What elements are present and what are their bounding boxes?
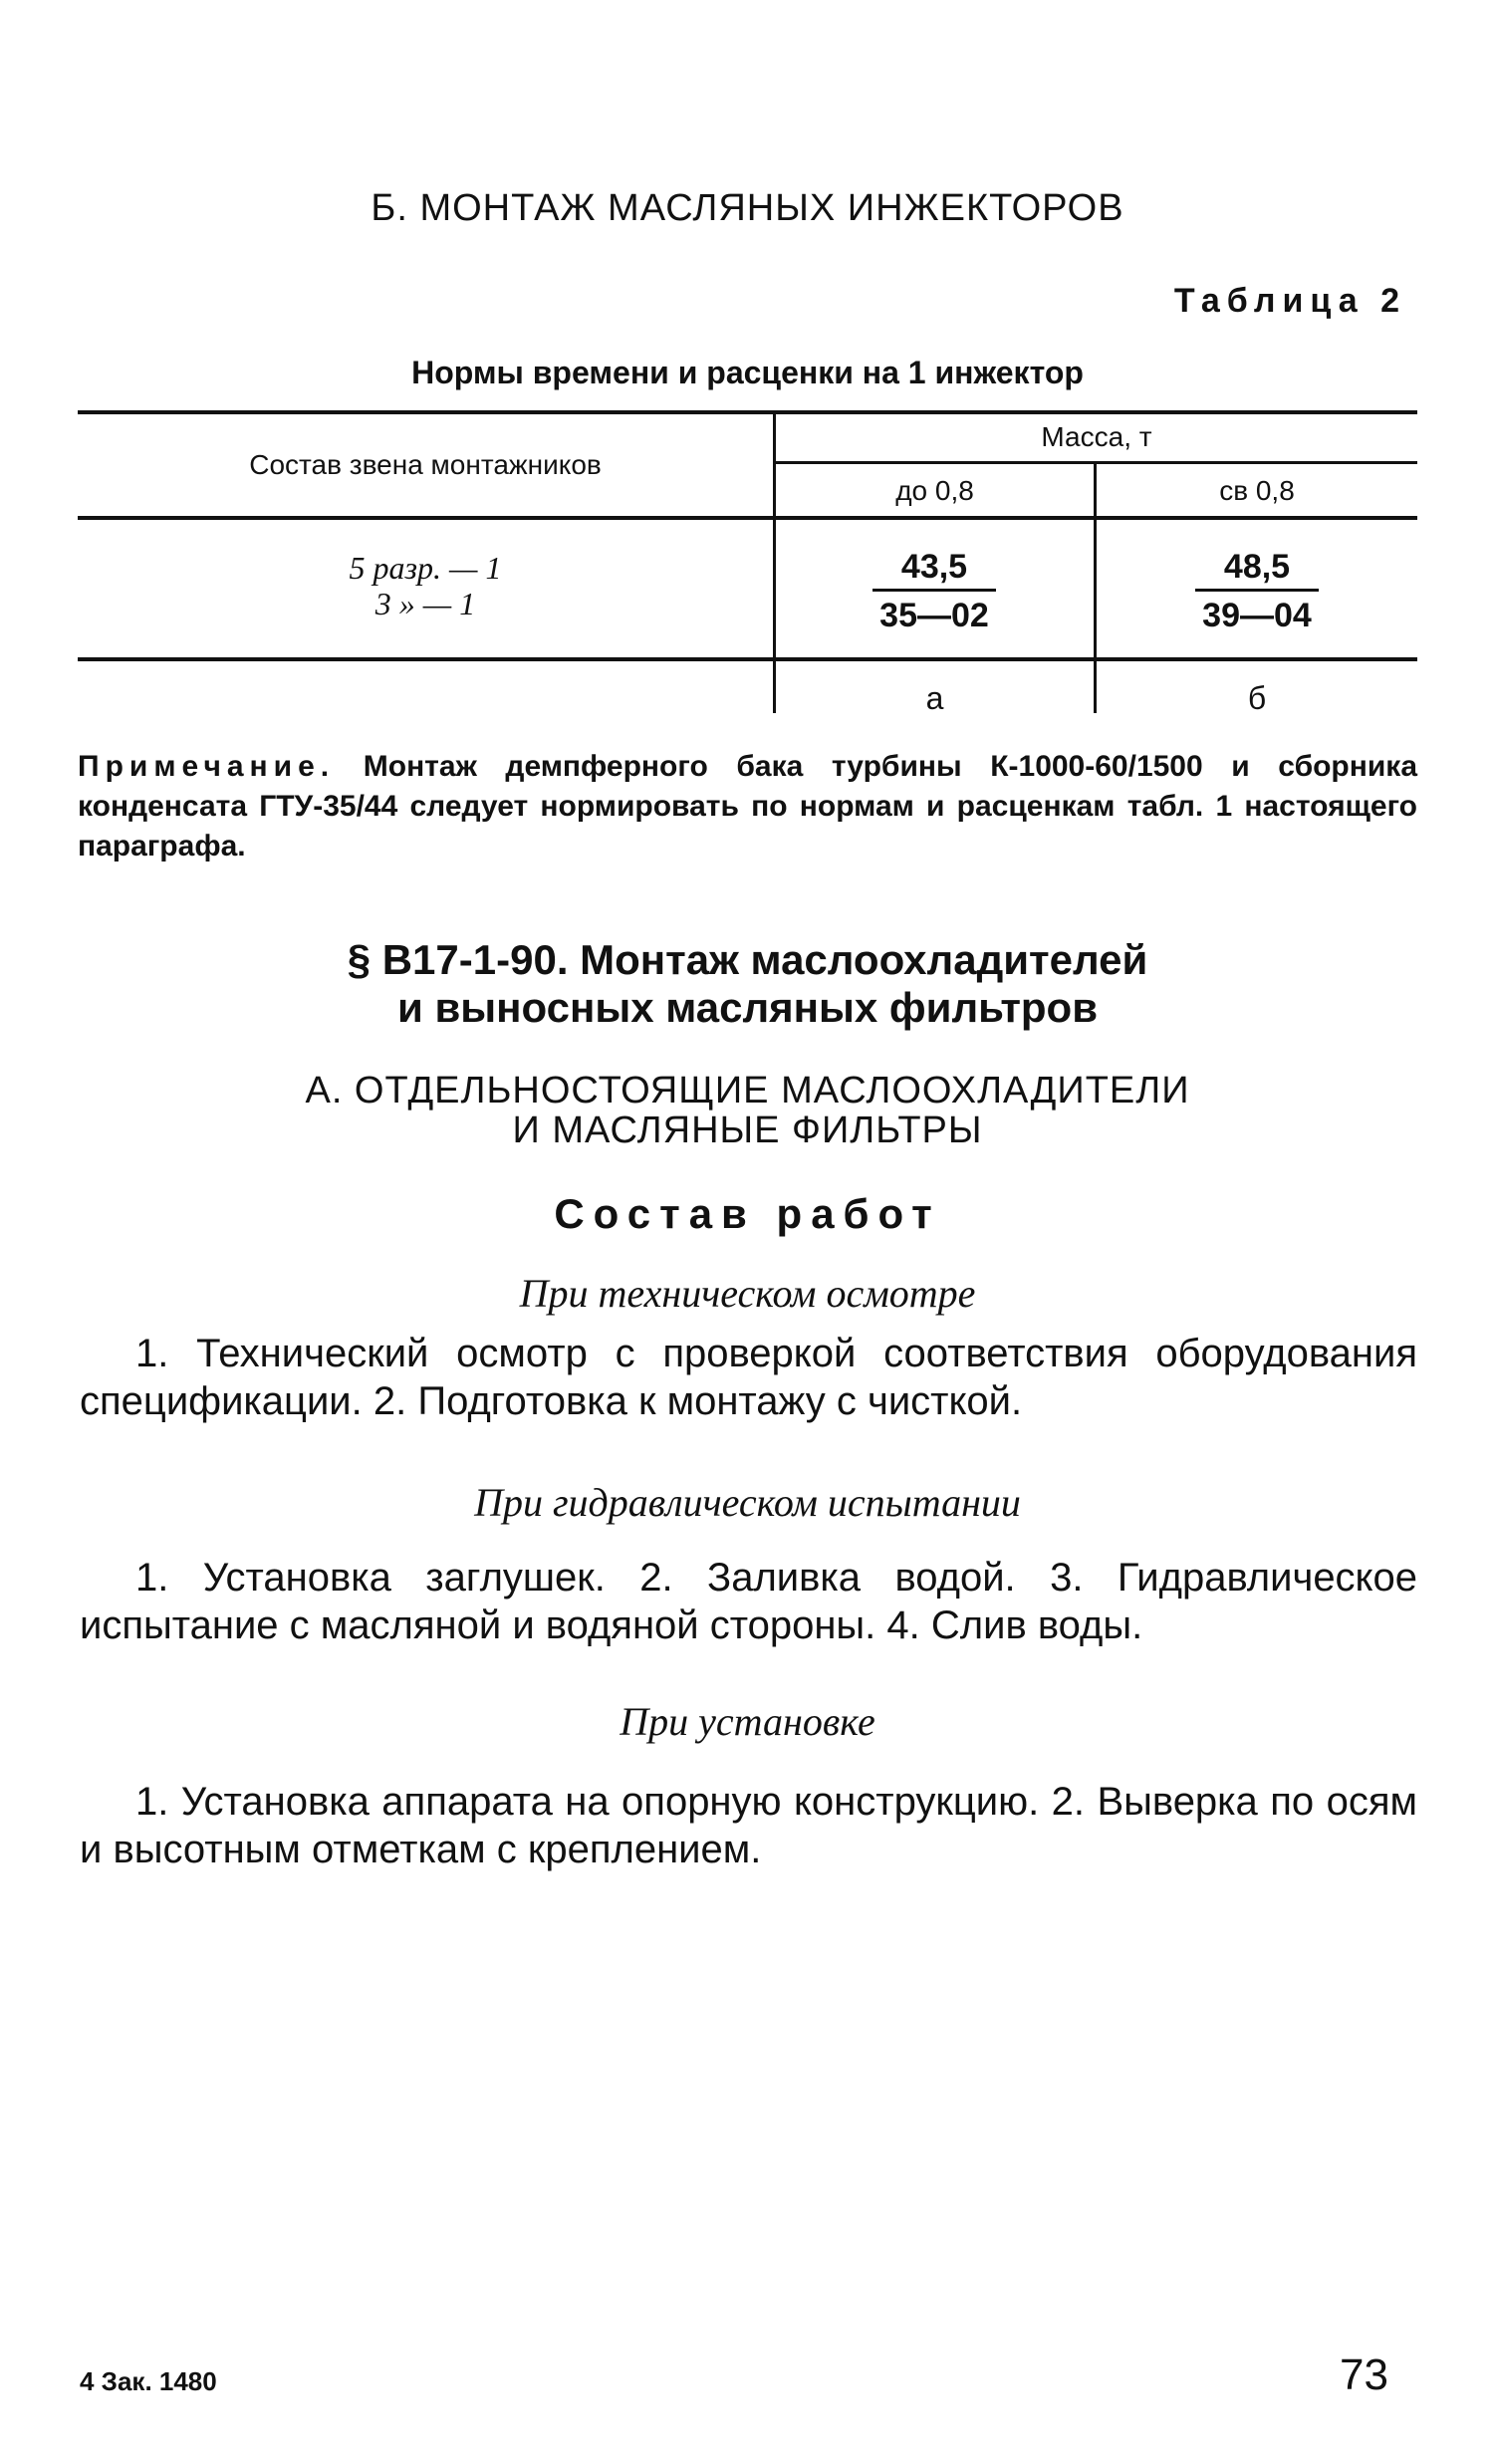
crew-line-1: 5 разр. — 1 [349, 550, 502, 586]
table-divider-main [773, 410, 776, 713]
installation-heading: При установке [620, 1699, 875, 1744]
work-composition-heading: Состав работ [554, 1190, 941, 1237]
table-header-rule [78, 516, 1417, 520]
section-title-line-1: § В17-1-90. Монтаж маслоохладителей [347, 936, 1148, 983]
page-number: 73 [1340, 2350, 1388, 2399]
inspection-text: 1. Технический осмотр с проверкой соответствия оборудования спецификации. 2. Подготовка к монтажу с чисткой. [80, 1332, 1417, 1423]
print-order-mark: 4 Зак. 1480 [80, 2366, 217, 2396]
section-title [0, 936, 1495, 1032]
footer-col-a: а [925, 680, 944, 716]
section-b-heading: Б. МОНТАЖ МАСЛЯНЫХ ИНЖЕКТОРОВ [371, 187, 1124, 229]
note-label: Примечание. [78, 750, 336, 783]
footer-col-b: б [1247, 680, 1267, 716]
subsection-heading [0, 1071, 1495, 1150]
crew-line-2: 3 » — 1 [374, 586, 476, 621]
table-top-rule [78, 410, 1417, 414]
table-caption: Нормы времени и расценки на 1 инжектор [411, 355, 1084, 390]
inspection-heading: При техническом осмотре [519, 1271, 976, 1316]
table-note [78, 747, 1417, 866]
cell-b-norm: 48,5 [1223, 548, 1291, 586]
subsection-heading-line-2: И МАСЛЯНЫЕ ФИЛЬТРЫ [512, 1109, 983, 1151]
cell-b-price: 39—04 [1202, 597, 1312, 634]
installation-text: 1. Установка аппарата на опорную конструкцию. 2. Выверка по осям и высотным отметкам с креплением. [80, 1780, 1417, 1871]
cell-a-price: 35—02 [879, 597, 989, 634]
cell-b-bar [1195, 589, 1319, 592]
cell-a-fraction [865, 547, 1004, 635]
section-title-line-2: и выносных масляных фильтров [396, 984, 1099, 1031]
table-body-rule [78, 657, 1417, 661]
header-crew: Состав звена монтажников [249, 449, 602, 480]
subsection-heading-line-1: А. ОТДЕЛЬНОСТОЯЩИЕ МАСЛООХЛАДИТЕЛИ [305, 1070, 1190, 1111]
cell-b-fraction [1187, 547, 1327, 635]
header-mass: Масса, т [1041, 421, 1152, 452]
note-text: Монтаж демпферного бака турбины К-1000-60/1500 и сборника конденсата ГТУ-35/44 следует нормировать по нормам и расценкам табл. 1 настоящего параграфа. [78, 750, 1418, 862]
header-col-b: св 0,8 [1219, 475, 1295, 506]
table-number: Таблица 2 [1173, 282, 1406, 320]
header-col-a: до 0,8 [895, 475, 974, 506]
cell-a-bar [872, 589, 996, 592]
cell-a-norm: 43,5 [900, 548, 968, 586]
hydraulic-heading: При гидравлическом испытании [474, 1480, 1021, 1525]
hydraulic-text: 1. Установка заглушек. 2. Заливка водой. 3. Гидравлическое испытание с масляной и водяной стороны. 4. Слив воды. [80, 1556, 1417, 1647]
